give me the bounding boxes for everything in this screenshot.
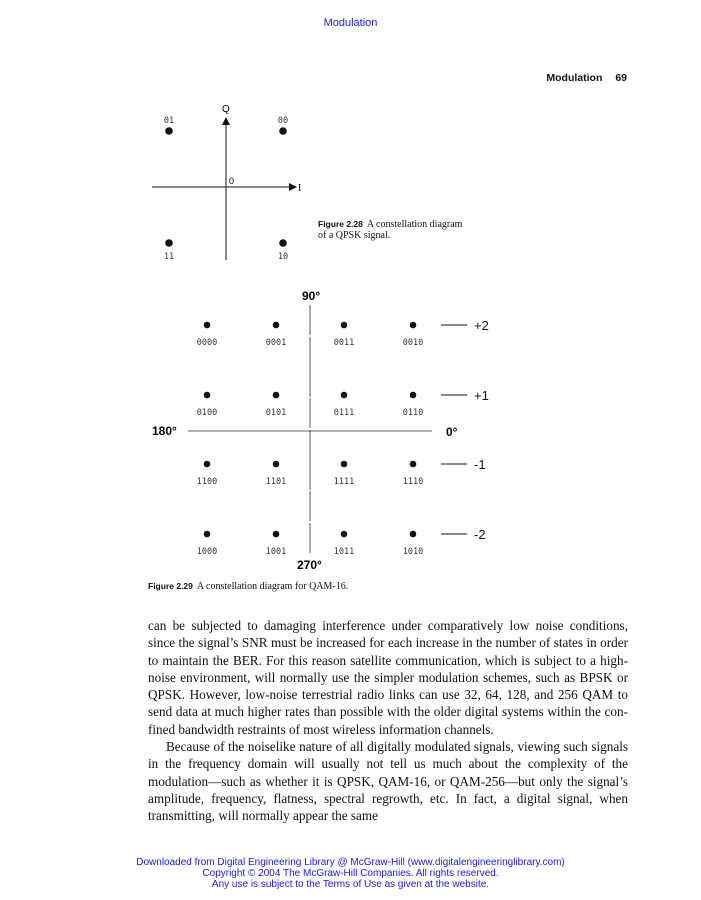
footer [0, 857, 701, 890]
qam-point-label: 1101 [265, 477, 287, 487]
qam-point [273, 531, 280, 538]
paragraph-2: Because of the noiselike nature of all digitally modulated signals, viewing such signals in the frequency domain will usually not tell us much about the complexity of the modulation—such as whether it is QPSK, QAM-16, or QAM-256—but only the signal’s amplitude, frequency, flatness, spectral regrowth, etc. In fact, a digital signal, when transmitting, will normally appear the same [148, 739, 628, 824]
qam-point-label: 0110 [402, 408, 424, 418]
qam-point-label: 1110 [402, 477, 424, 487]
qam-point-label: 0100 [196, 408, 218, 418]
qpsk-point [165, 127, 173, 135]
qam-point [204, 531, 211, 538]
angle-0-label: 0° [446, 425, 458, 439]
level-label: +1 [474, 388, 489, 403]
qam-point [410, 531, 417, 538]
qpsk-point-label: 00 [277, 116, 289, 126]
qpsk-diagram [152, 104, 301, 262]
qam-point [341, 392, 348, 399]
qam-point [341, 322, 348, 329]
figure-2-29-caption-text: A constellation diagram for QAM-16. [196, 581, 349, 592]
level-label: -1 [474, 457, 486, 472]
qam-point-label: 0101 [265, 408, 287, 418]
qam-point [410, 461, 417, 468]
qpsk-point [279, 239, 287, 247]
qam-point [204, 461, 211, 468]
qam-point-label: 0111 [333, 408, 355, 418]
qam-point-label: 0001 [265, 338, 287, 348]
figure-2-28-caption-text: A constellation diagram of a QPSK signal. [318, 219, 463, 241]
qpsk-point-label: 01 [163, 116, 175, 126]
paragraph-1: can be subjected to damaging interference under comparatively low noise conditions, since the signal’s SNR must be increased for each increase in the number of states in order to maintain the BER. For this reason satellite communication, which is subject to a high-noise environment, will normally use the simpler modulation schemes, such as BPSK or QPSK. However, low-noise terrestrial radio links can use 32, 64, 128, and 256 QAM to send data at much higher rates than possible with the older digital systems within the confined bandwidth restraints of most wireless information channels. [148, 618, 628, 737]
chapter-link[interactable]: Modulation [323, 17, 378, 29]
footer-terms[interactable]: Any use is subject to the Terms of Use as given at the website. [211, 879, 490, 890]
figure-2-28-number: Figure 2.28 [318, 219, 363, 229]
qpsk-point-label: 10 [277, 252, 289, 262]
qam-point-label: 0010 [402, 338, 424, 348]
angle-180-label: 180° [152, 424, 177, 438]
qam-point [204, 322, 211, 329]
q-axis-label: Q [222, 104, 230, 115]
qam-point-label: 1001 [265, 547, 287, 557]
qam-point [204, 392, 211, 399]
qam16-diagram [152, 289, 489, 572]
figure-2-28-caption [318, 219, 468, 241]
qam-point [273, 322, 280, 329]
figure-2-29-number: Figure 2.29 [148, 581, 193, 591]
angle-90-label: 90° [302, 289, 321, 303]
qam-point-label: 1100 [196, 477, 218, 487]
angle-270-label: 270° [297, 558, 322, 572]
figure-2-29-caption [148, 581, 548, 592]
qpsk-point [279, 127, 287, 135]
qpsk-point-label: 11 [163, 252, 175, 262]
origin-label: 0 [229, 176, 235, 186]
qam-point-label: 1010 [402, 547, 424, 557]
qam-point-label: 1111 [333, 477, 355, 487]
qam-point-label: 1000 [196, 547, 218, 557]
qam-point [410, 392, 417, 399]
qam-point [273, 461, 280, 468]
level-label: -2 [474, 527, 486, 542]
level-label: +2 [474, 318, 489, 333]
qam-point [341, 531, 348, 538]
qam-point [410, 322, 417, 329]
qam-point-label: 0011 [333, 338, 355, 348]
qpsk-point [165, 239, 173, 247]
footer-copyright: Copyright © 2004 The McGraw-Hill Companies. All rights reserved. [202, 868, 499, 879]
i-axis-label: I [298, 183, 302, 194]
qam-point-label: 0000 [196, 338, 218, 348]
body-text [148, 617, 628, 825]
page-number: 69 [615, 72, 627, 84]
qam-point [273, 392, 280, 399]
running-head-section: Modulation [546, 72, 603, 84]
qam-point [341, 461, 348, 468]
footer-download-link[interactable]: Downloaded from Digital Engineering Library @ McGraw-Hill (www.digitalengineeringlibrary.com) [136, 857, 565, 868]
qam-point-label: 1011 [333, 547, 355, 557]
